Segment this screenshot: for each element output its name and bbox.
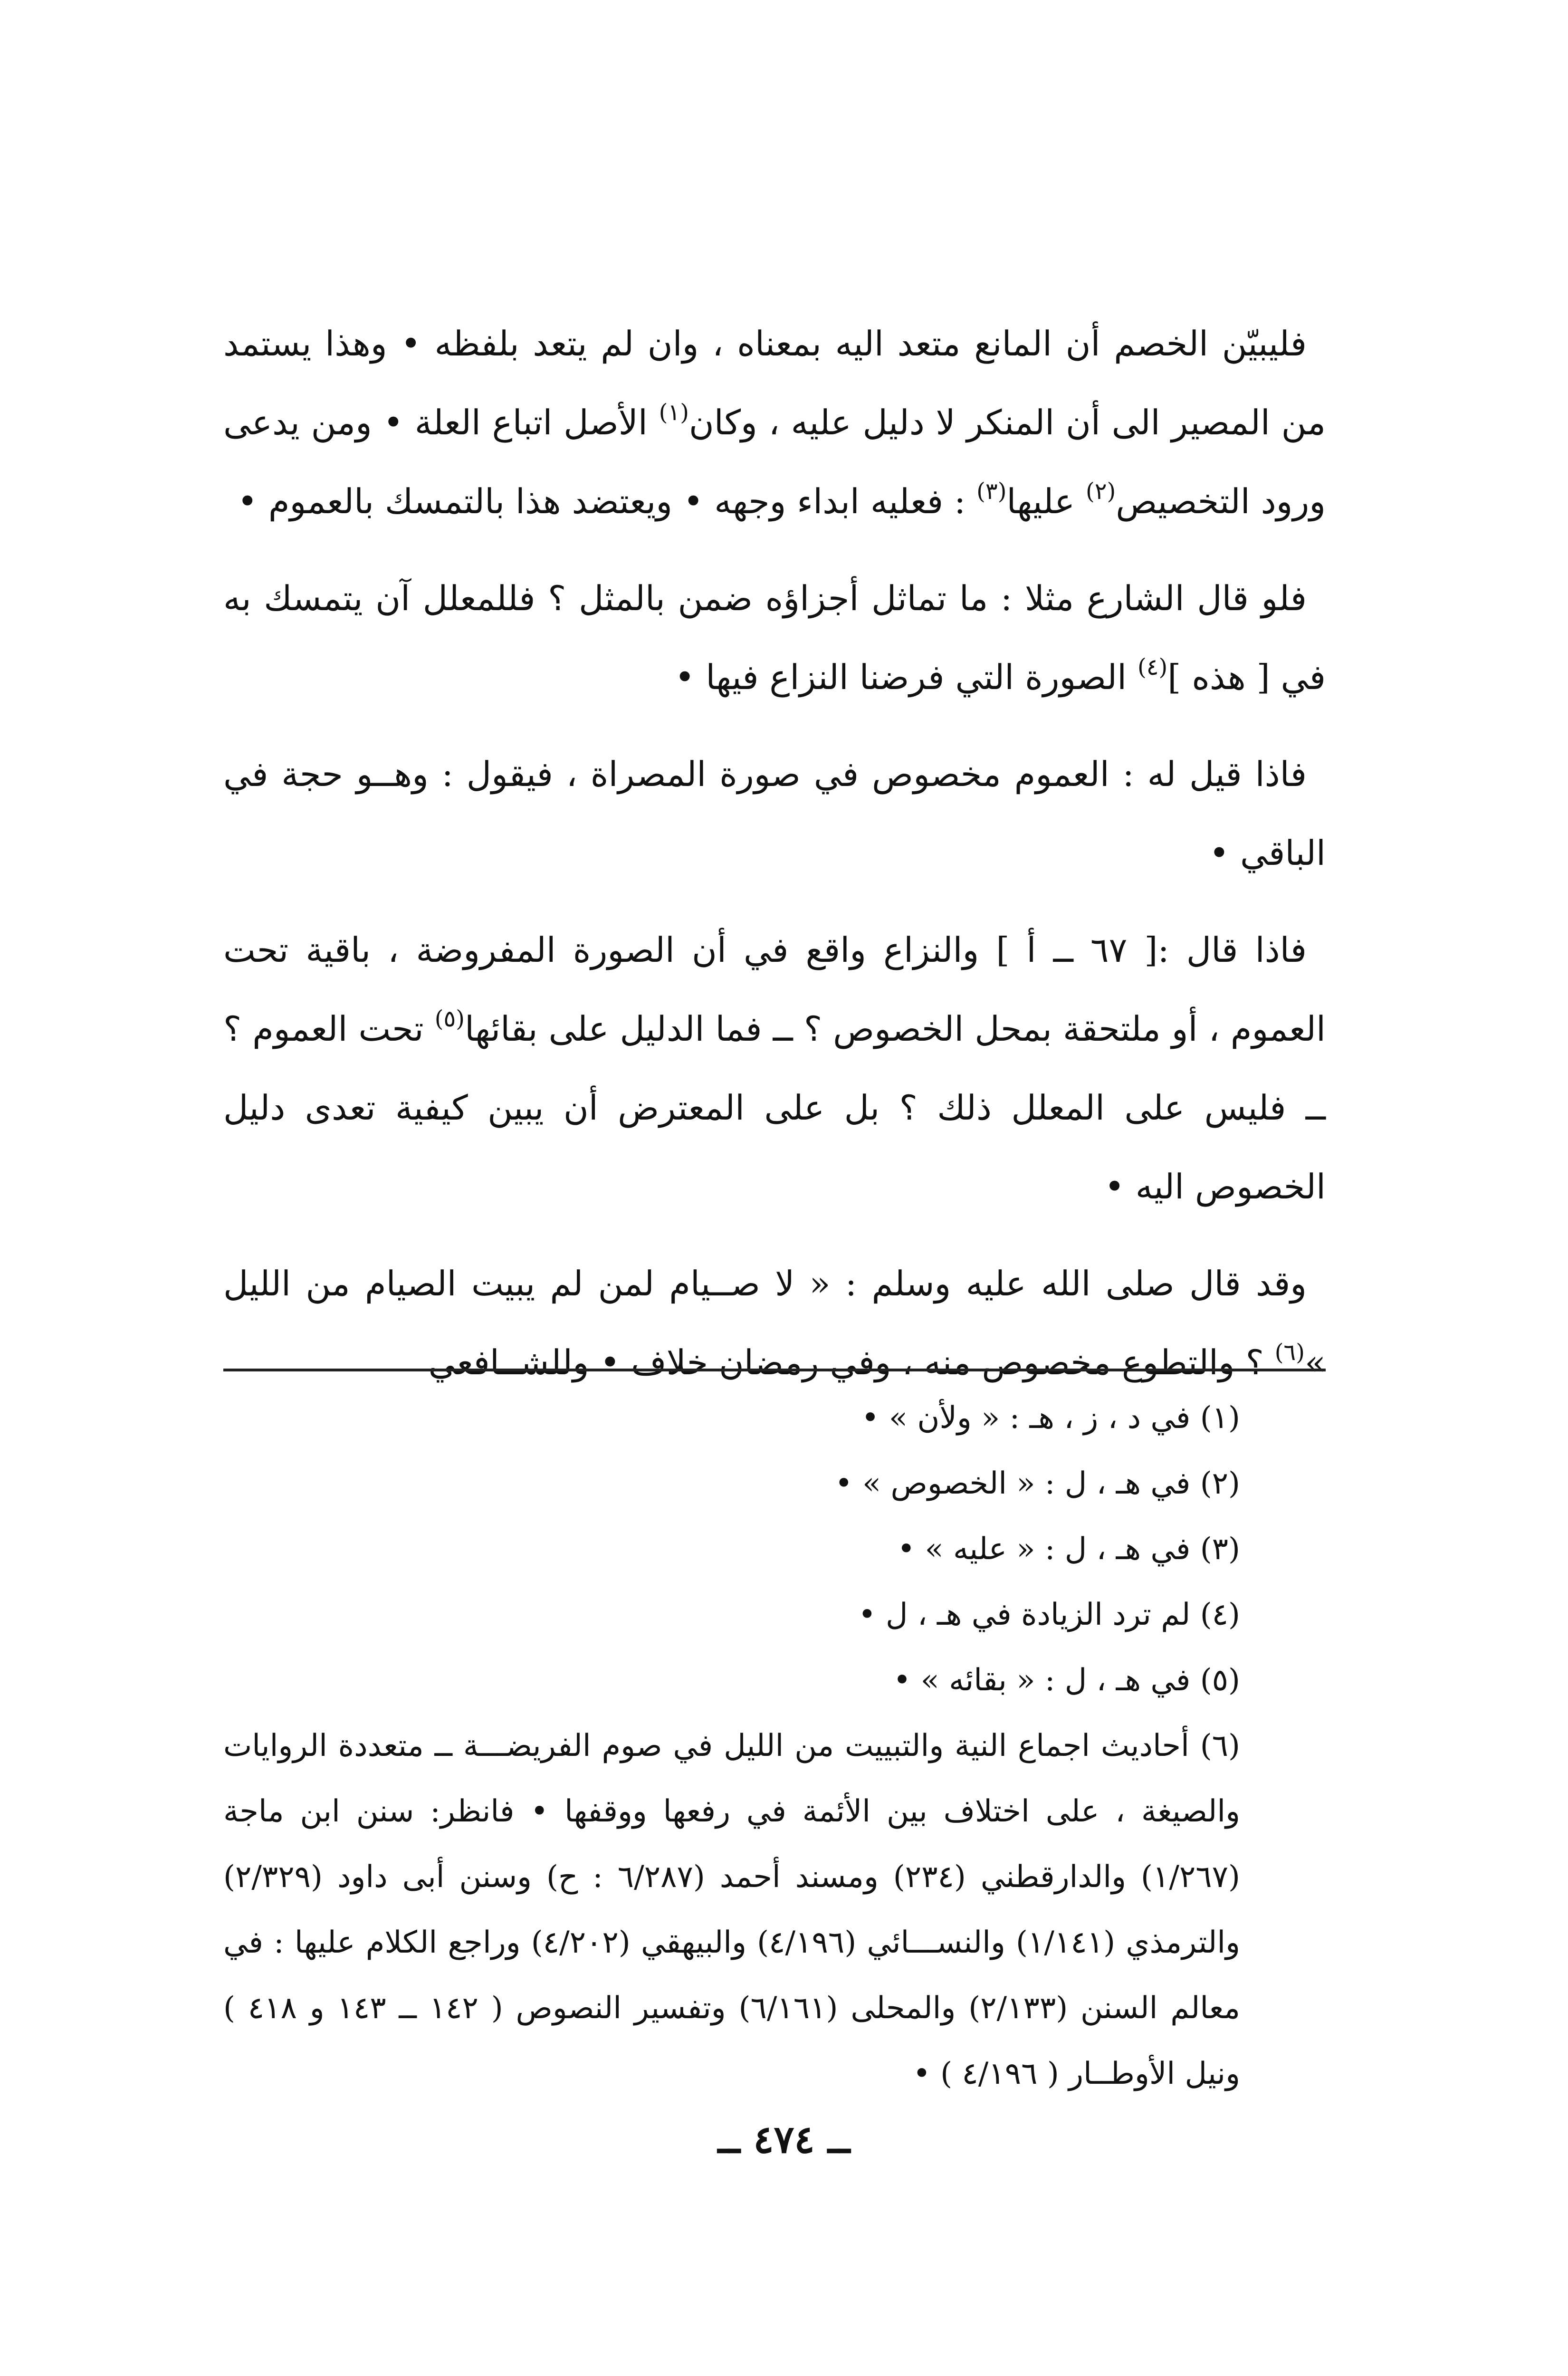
footnote-2: (٢) في هـ ، ل : « الخصوص » • (834, 1466, 1240, 1501)
footnote-divider (223, 1369, 1326, 1371)
page-number: ــ ٤٧٤ ــ (717, 2117, 851, 2162)
footnote-ref-6: (٦) (1274, 1339, 1305, 1366)
paragraph-2: فلو قال الشارع مثلا : ما تماثل أجزاؤه ضمن بالمثل ؟ فللمعلل آن يتمسك به في [ هذه ]$^{(٤)}$ الصورة التي فرضنا النزاع فيها • (223, 578, 1326, 697)
footnote-ref-2: (٢) (1085, 478, 1116, 505)
footnote-ref-3: (٣) (976, 478, 1007, 505)
footnote-4: (٤) لم ترد الزيادة في هـ ، ل • (858, 1597, 1240, 1632)
footnotes (223, 1385, 1326, 2107)
footnote-6: (٦) أحاديث اجماع النية والتبييت من الليل في صوم الفريضـــة ــ متعددة الروايات والصيغة ، على اختلاف بين الأئمة في رفعها ووقفها • فانظر: سنن ابن ماجة (١/٢٦٧) والدارقطني (٢٣٤) ومسند أحمد (٦/٢٨٧ : ح) وسنن أبى داود (٢/٣٢٩) والترمذي (١/١٤١) والنســـائي (٤/١٩٦) والبيهقي (٤/٢٠٢) وراجع الكلام عليها : في معالم السنن (٢/١٣٣) والمحلى (٦/١٦١) وتفسير النصوص ( ١٤٢ ــ ١٤٣ و ٤١٨ ) ونيل الأوطــار ( ٤/١٩٦ ) • (223, 1728, 1241, 2091)
paragraph-5: وقد قال صلى الله عليه وسلم : « لا صــيام لمن لم يبيت الصيام من الليل »$^{(٦)}$ ؟ والتطوع مخصوص منه ، وفي رمضان خلاف • وللشــافعي (223, 1264, 1326, 1382)
footnote-ref-5: (٥) (434, 1006, 465, 1032)
footnote-1: (١) في د ، ز ، هـ : « ولأن » • (861, 1400, 1240, 1436)
paragraph-4: فاذا قال :[ ٦٧ ــ أ ] والنزاع واقع في أن الصورة المفروضة ، باقية تحت العموم ، أو ملتحقة بمحل الخصوص ؟ ــ فما الدليل على بقائها$^{(٥)}$ تحت العموم ؟ ــ فليس على المعلل ذلك ؟ بل على المعترض أن يبين كيفية تعدى دليل الخصوص اليه • (223, 930, 1326, 1207)
paragraph-1: فليبيّن الخصم أن المانع متعد اليه بمعناه ، وان لم يتعد بلفظه • وهذا يستمد من المصير الى أن المنكر لا دليل عليه ، وكان$^{(١)}$ الأصل اتباع العلة • ومن يدعى ورود التخصيص$^{(٢)}$ عليها$^{(٣)}$ : فعليه ابداء وجهه • ويعتضد هذا بالتمسك بالعموم • (223, 324, 1326, 521)
footnote-ref-4: (٤) (1137, 654, 1168, 680)
footnote-5: (٥) في هـ ، ل : « بقائه » • (893, 1663, 1240, 1698)
footnote-ref-1: (١) (659, 399, 689, 426)
paragraph-3: فاذا قيل له : العموم مخصوص في صورة المصراة ، فيقول : وهــو حجة في الباقي • (223, 754, 1326, 873)
footnote-3: (٣) في هـ ، ل : « عليه » • (897, 1532, 1240, 1567)
main-text (223, 304, 1326, 1420)
